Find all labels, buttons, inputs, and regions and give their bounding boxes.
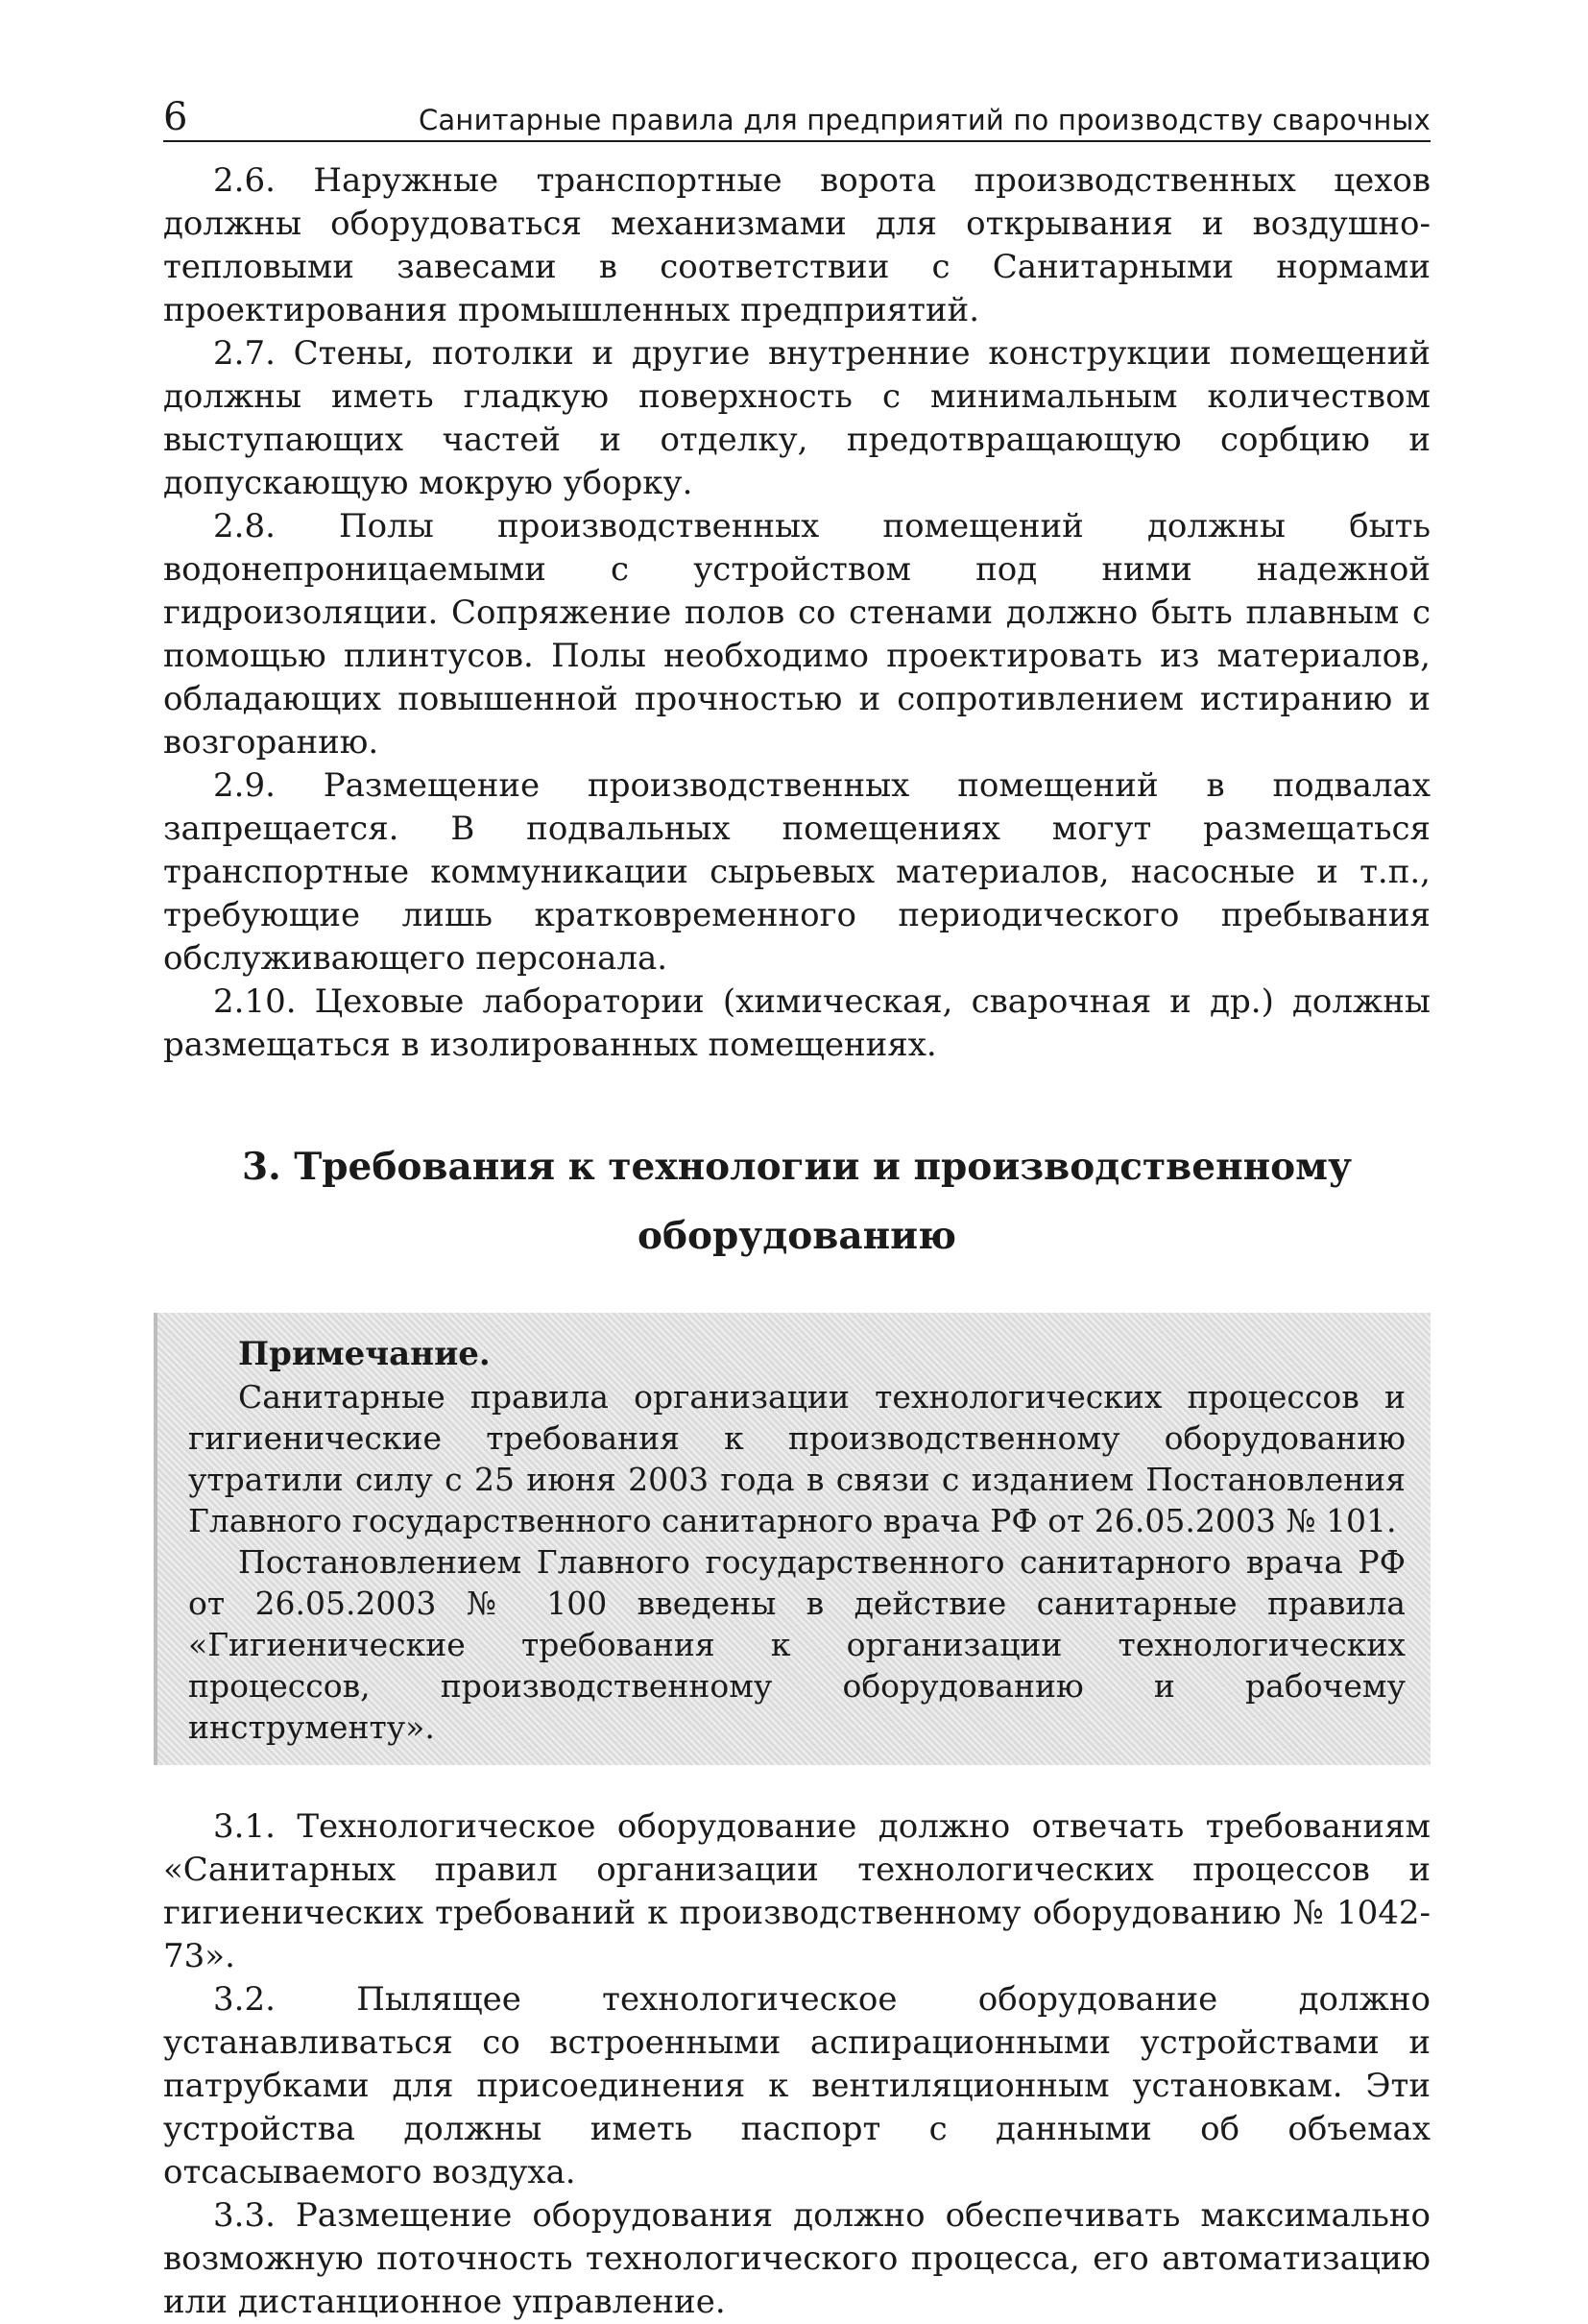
note-paragraph-2: Постановлением Главного государственного санитарного врача РФ от 26.05.2003 № 100 введены в действие санитарные правила «Гигиенические требования к организации технологических процессов, производственному оборудованию и рабочему инструменту». [188, 1543, 1406, 1746]
paragraph-3-1: 3.1. Технологическое оборудование должно отвечать требованиям «Санитарных правил организации технологических процессов и гигиенических требований к производственному оборудованию № 1042-73». [163, 1807, 1431, 1975]
paragraph-2-8: 2.8. Полы производственных помещений должны быть водонепроницаемыми с устройством под ними надежной гидроизоляции. Сопряжение полов со стенами должно быть плавным с помощью плинтусов. Полы необходимо проектировать из материалов, обладающих повышенной прочностью и сопротивлением истиранию и возгоранию. [163, 507, 1431, 762]
page-number: 6 [163, 95, 188, 139]
paragraph-2-6: 2.6. Наружные транспортные ворота производственных цехов должны оборудоваться механизмами для открывания и воздушно-тепловыми завесами в соответствии с Санитарными нормами проектирования промышленных предприятий. [163, 161, 1431, 329]
running-title: Санитарные правила для предприятий по производству сварочных [418, 104, 1431, 136]
section-3-heading: 3. Требования к технологии и производственному оборудованию [241, 1145, 1353, 1258]
note-box [154, 1313, 1431, 1765]
document-page [163, 75, 1431, 2324]
paragraph-2-10: 2.10. Цеховые лаборатории (химическая, сварочная и др.) должны размещаться в изолированных помещениях. [163, 982, 1431, 1064]
paragraph-2-9: 2.9. Размещение производственных помещений в подвалах запрещается. В подвальных помещениях могут размещаться транспортные коммуникации сырьевых материалов, насосные и т.п., требующие лишь кратковременного периодического пребывания обслуживающего персонала. [163, 766, 1431, 978]
running-header [163, 75, 1431, 142]
paragraph-2-7: 2.7. Стены, потолки и другие внутренние конструкции помещений должны иметь гладкую поверхность с минимальным количеством выступающих частей и отделку, предотвращающую сорбцию и допускающую мокрую уборку. [163, 334, 1431, 502]
note-paragraph-1: Санитарные правила организации технологических процессов и гигиенические требования к производственному оборудованию утратили силу с 25 июня 2003 года в связи с изданием Постановления Главного государственного санитарного врача РФ от 26.05.2003 № 101. [188, 1378, 1406, 1539]
paragraph-3-3: 3.3. Размещение оборудования должно обеспечивать максимально возможную поточность технологического процесса, его автоматизацию или дистанционное управление. [163, 2196, 1431, 2321]
section-3-body [163, 1805, 1431, 2324]
note-title: Примечание. [238, 1335, 491, 1373]
paragraph-3-2: 3.2. Пылящее технологическое оборудование должно устанавливаться со встроенными аспирационными устройствами и патрубками для присоединения к вентиляционным установкам. Эти устройства должны иметь паспорт с данными об объемах отсасываемого воздуха. [163, 1980, 1431, 2191]
section-2-body [163, 159, 1431, 1067]
